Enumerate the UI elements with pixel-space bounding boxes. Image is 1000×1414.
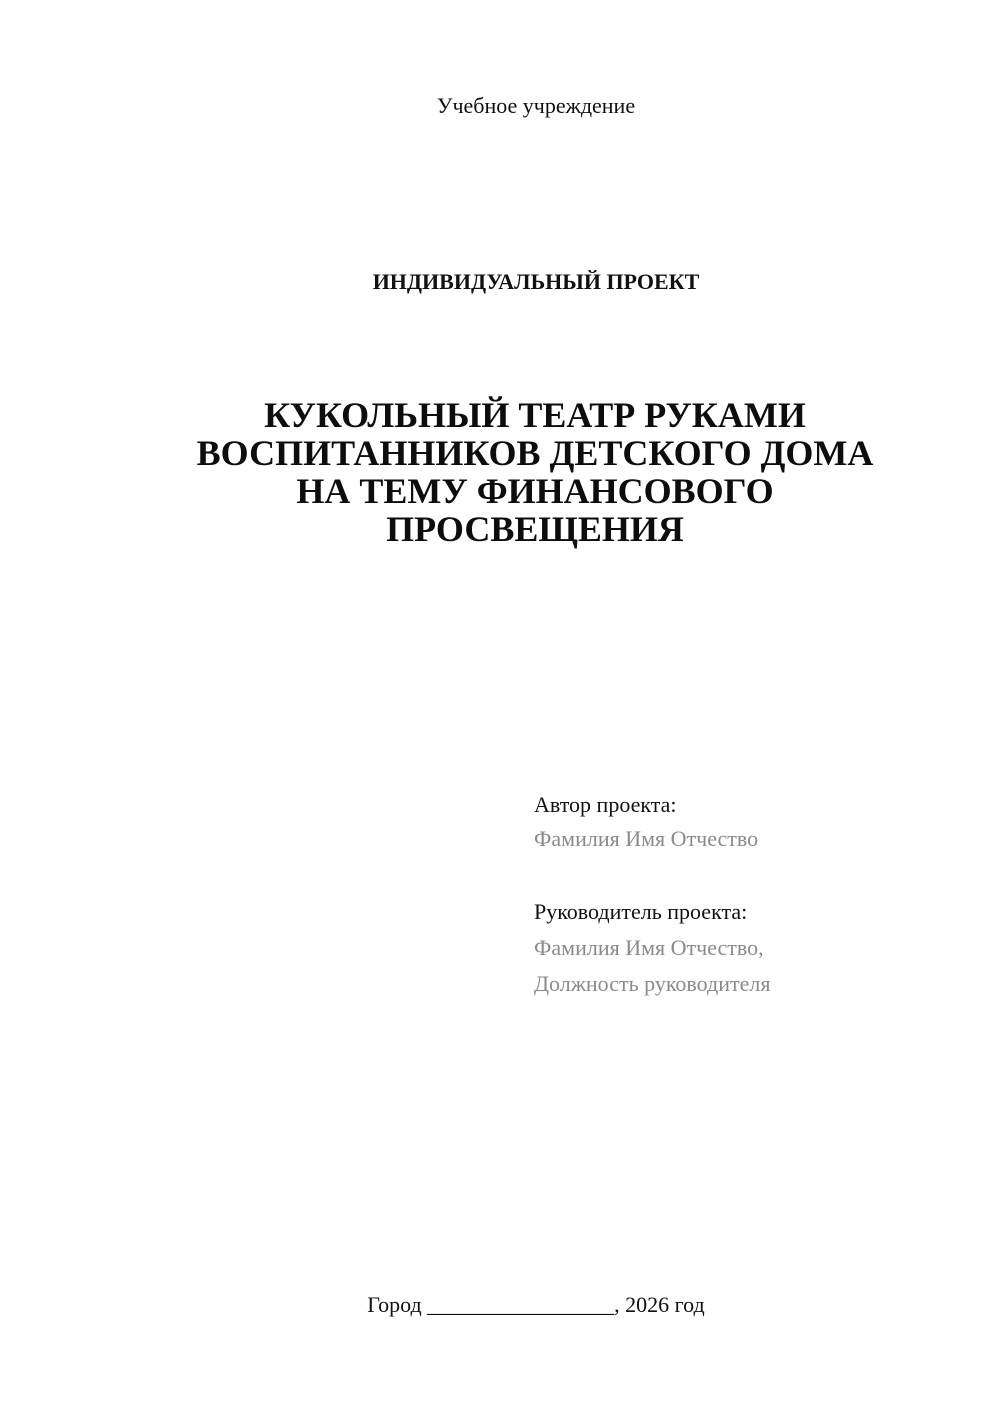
institution-name: Учебное учреждение <box>436 93 636 118</box>
author-label: Автор проекта: <box>534 792 677 817</box>
project-title-line: НА ТЕМУ ФИНАНСОВОГО <box>296 471 774 511</box>
project-title-line: ПРОСВЕЩЕНИЯ <box>386 509 684 549</box>
project-title-line: КУКОЛЬНЫЙ ТЕАТР РУКАМИ <box>264 395 806 435</box>
supervisor-position: Должность руководителя <box>534 971 771 996</box>
document-type: ИНДИВИДУАЛЬНЫЙ ПРОЕКТ <box>372 269 700 294</box>
supervisor-block <box>534 894 974 1002</box>
author-name: Фамилия Имя Отчество <box>534 826 759 851</box>
supervisor-label: Руководитель проекта: <box>534 899 748 924</box>
project-title <box>120 396 950 548</box>
supervisor-name: Фамилия Имя Отчество, <box>534 935 764 960</box>
city-year-line: Город _________________, 2026 год <box>367 1292 705 1317</box>
author-block <box>534 788 974 856</box>
project-title-line: ВОСПИТАННИКОВ ДЕТСКОГО ДОМА <box>196 433 874 473</box>
